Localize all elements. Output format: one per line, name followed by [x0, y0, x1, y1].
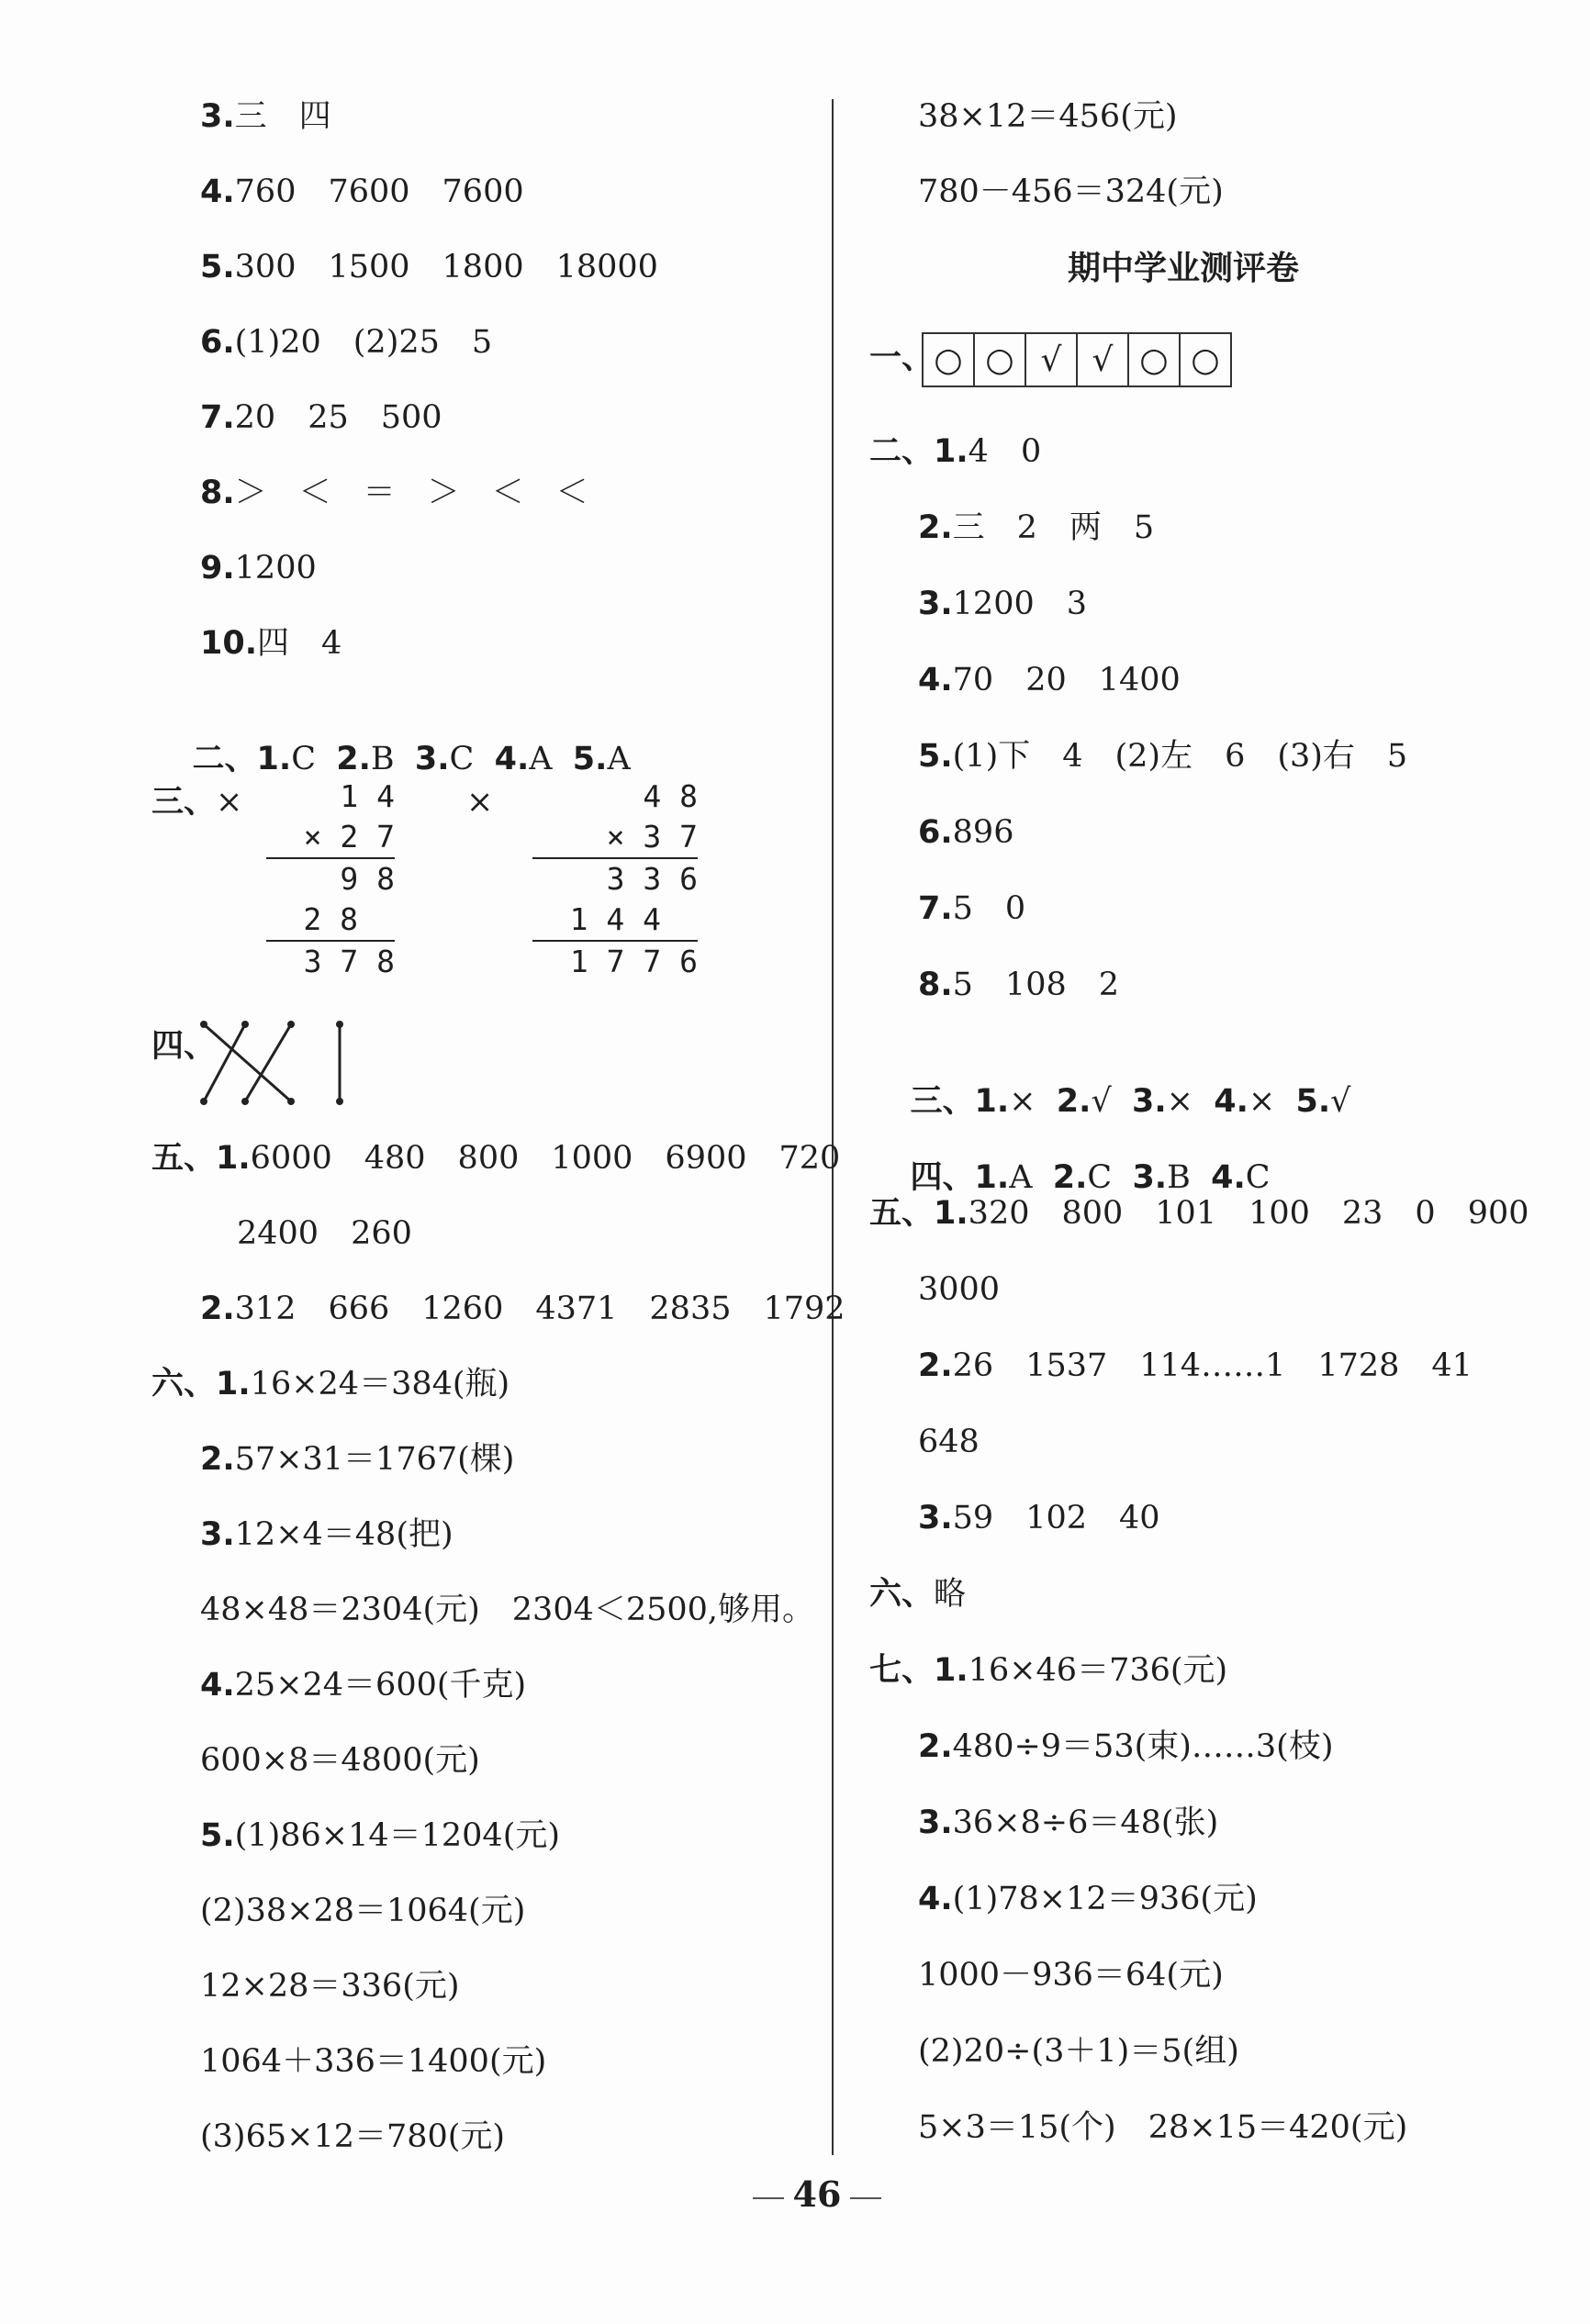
- right-section-2-q7: 7.5 0: [918, 890, 1026, 927]
- right-section-5-q2-line-2: 648: [918, 1424, 980, 1460]
- right-section-5-q3: 3.59 102 40: [918, 1500, 1160, 1536]
- answer-box: √: [1076, 332, 1129, 387]
- right-section-3: 三、1.× 2.√ 3.× 4.× 5.√: [910, 1083, 1351, 1120]
- line-7: 7.20 25 500: [200, 399, 442, 436]
- right-section-7-q4: 4.(1)78×12＝936(元): [918, 1881, 1258, 1917]
- section-5-line-1: 五、1.6000 480 800 1000 6900 720: [151, 1140, 841, 1177]
- section-6-q5: 5.(1)86×14＝1204(元): [200, 1817, 561, 1854]
- right-section-5-q1-line-2: 3000: [918, 1271, 1001, 1308]
- section-6-q3: 3.12×4＝48(把): [200, 1516, 453, 1553]
- answer-box: ○: [973, 332, 1026, 387]
- line-10: 10.四 4: [200, 625, 342, 662]
- section-3-label: 三、×: [151, 784, 243, 821]
- answer-box: ○: [922, 332, 975, 387]
- right-section-2-q4: 4.70 20 1400: [918, 662, 1181, 698]
- section-6-q5-line-4: 1064＋336＝1400(元): [200, 2043, 547, 2080]
- section-5-line-1b: 2400 260: [237, 1215, 412, 1252]
- matching-lines-diagram: [195, 1017, 351, 1109]
- right-section-2-q1: 二、1.4 0: [869, 433, 1042, 470]
- right-section-6: 六、略: [869, 1576, 967, 1613]
- vertical-calc-2: 4 8 × 3 7 3 3 6 1 4 4 1 7 7 6: [532, 777, 698, 988]
- section-4-label: 四、: [151, 1028, 217, 1065]
- right-section-7-q1: 七、1.16×46＝736(元): [869, 1652, 1228, 1689]
- column-divider: [832, 99, 834, 2155]
- section-title: 期中学业测评卷: [1068, 250, 1300, 287]
- section-6-q1: 六、1.16×24＝384(瓶): [151, 1366, 510, 1402]
- right-section-2-q8: 8.5 108 2: [918, 966, 1119, 1003]
- section-6-q4: 4.25×24＝600(千克): [200, 1667, 527, 1704]
- answer-box: ○: [1179, 332, 1232, 387]
- right-section-7-q2: 2.480÷9＝53(束)……3(枝): [918, 1728, 1334, 1765]
- right-section-4: 四、1.A 2.C 3.B 4.C: [910, 1159, 1271, 1196]
- section-6-q5-line-5: (3)65×12＝780(元): [200, 2118, 506, 2155]
- right-section-7-q4-line-2: 1000－936＝64(元): [918, 1957, 1224, 1994]
- section-6-q4-line-2: 600×8＝4800(元): [200, 1742, 480, 1779]
- right-section-1-label: 一、: [869, 340, 935, 376]
- line-6: 6.(1)20 (2)25 5: [200, 324, 493, 361]
- section-2-choices: 二、1.C 2.B 3.C 4.A 5.A: [192, 741, 631, 777]
- section-6-q2: 2.57×31＝1767(棵): [200, 1441, 515, 1478]
- line-3: 3.三 四: [200, 98, 331, 135]
- right-section-2-q5: 5.(1)下 4 (2)左 6 (3)右 5: [918, 738, 1408, 775]
- vertical-calc-1: 1 4 × 2 7 9 8 2 8 3 7 8: [266, 777, 395, 988]
- page-number: 46: [734, 2173, 900, 2215]
- line-9: 9.1200: [200, 550, 317, 587]
- section-3-mark-2: ×: [466, 784, 494, 821]
- right-section-2-q6: 6.896: [918, 814, 1014, 851]
- right-section-7-q3: 3.36×8÷6＝48(张): [918, 1804, 1219, 1841]
- right-line-1: 38×12＝456(元): [918, 98, 1178, 135]
- right-section-5-q2: 2.26 1537 114……1 1728 41: [918, 1347, 1472, 1384]
- section-6-q5-line-2: (2)38×28＝1064(元): [200, 1893, 526, 1929]
- right-section-2-q2: 2.三 2 两 5: [918, 509, 1155, 546]
- right-line-2: 780－456＝324(元): [918, 173, 1224, 210]
- judgement-boxes: [924, 332, 1232, 387]
- right-section-5-q1: 五、1.320 800 101 100 23 0 900: [869, 1195, 1529, 1232]
- section-6-q3-line-2: 48×48＝2304(元) 2304＜2500,够用。: [200, 1592, 815, 1628]
- line-8: 8.＞ ＜ ＝ ＞ ＜ ＜: [200, 475, 588, 511]
- section-6-q5-line-3: 12×28＝336(元): [200, 1968, 460, 2005]
- right-section-7-q4-line-3: (2)20÷(3＋1)＝5(组): [918, 2033, 1239, 2070]
- section-5-line-2: 2.312 666 1260 4371 2835 1792: [200, 1290, 845, 1327]
- right-section-7-q4-line-4: 5×3＝15(个) 28×15＝420(元): [918, 2109, 1408, 2146]
- answer-box: ○: [1127, 332, 1181, 387]
- line-4: 4.760 7600 7600: [200, 173, 524, 210]
- right-section-2-q3: 3.1200 3: [918, 586, 1087, 622]
- line-5: 5.300 1500 1800 18000: [200, 249, 658, 285]
- answer-box: √: [1025, 332, 1078, 387]
